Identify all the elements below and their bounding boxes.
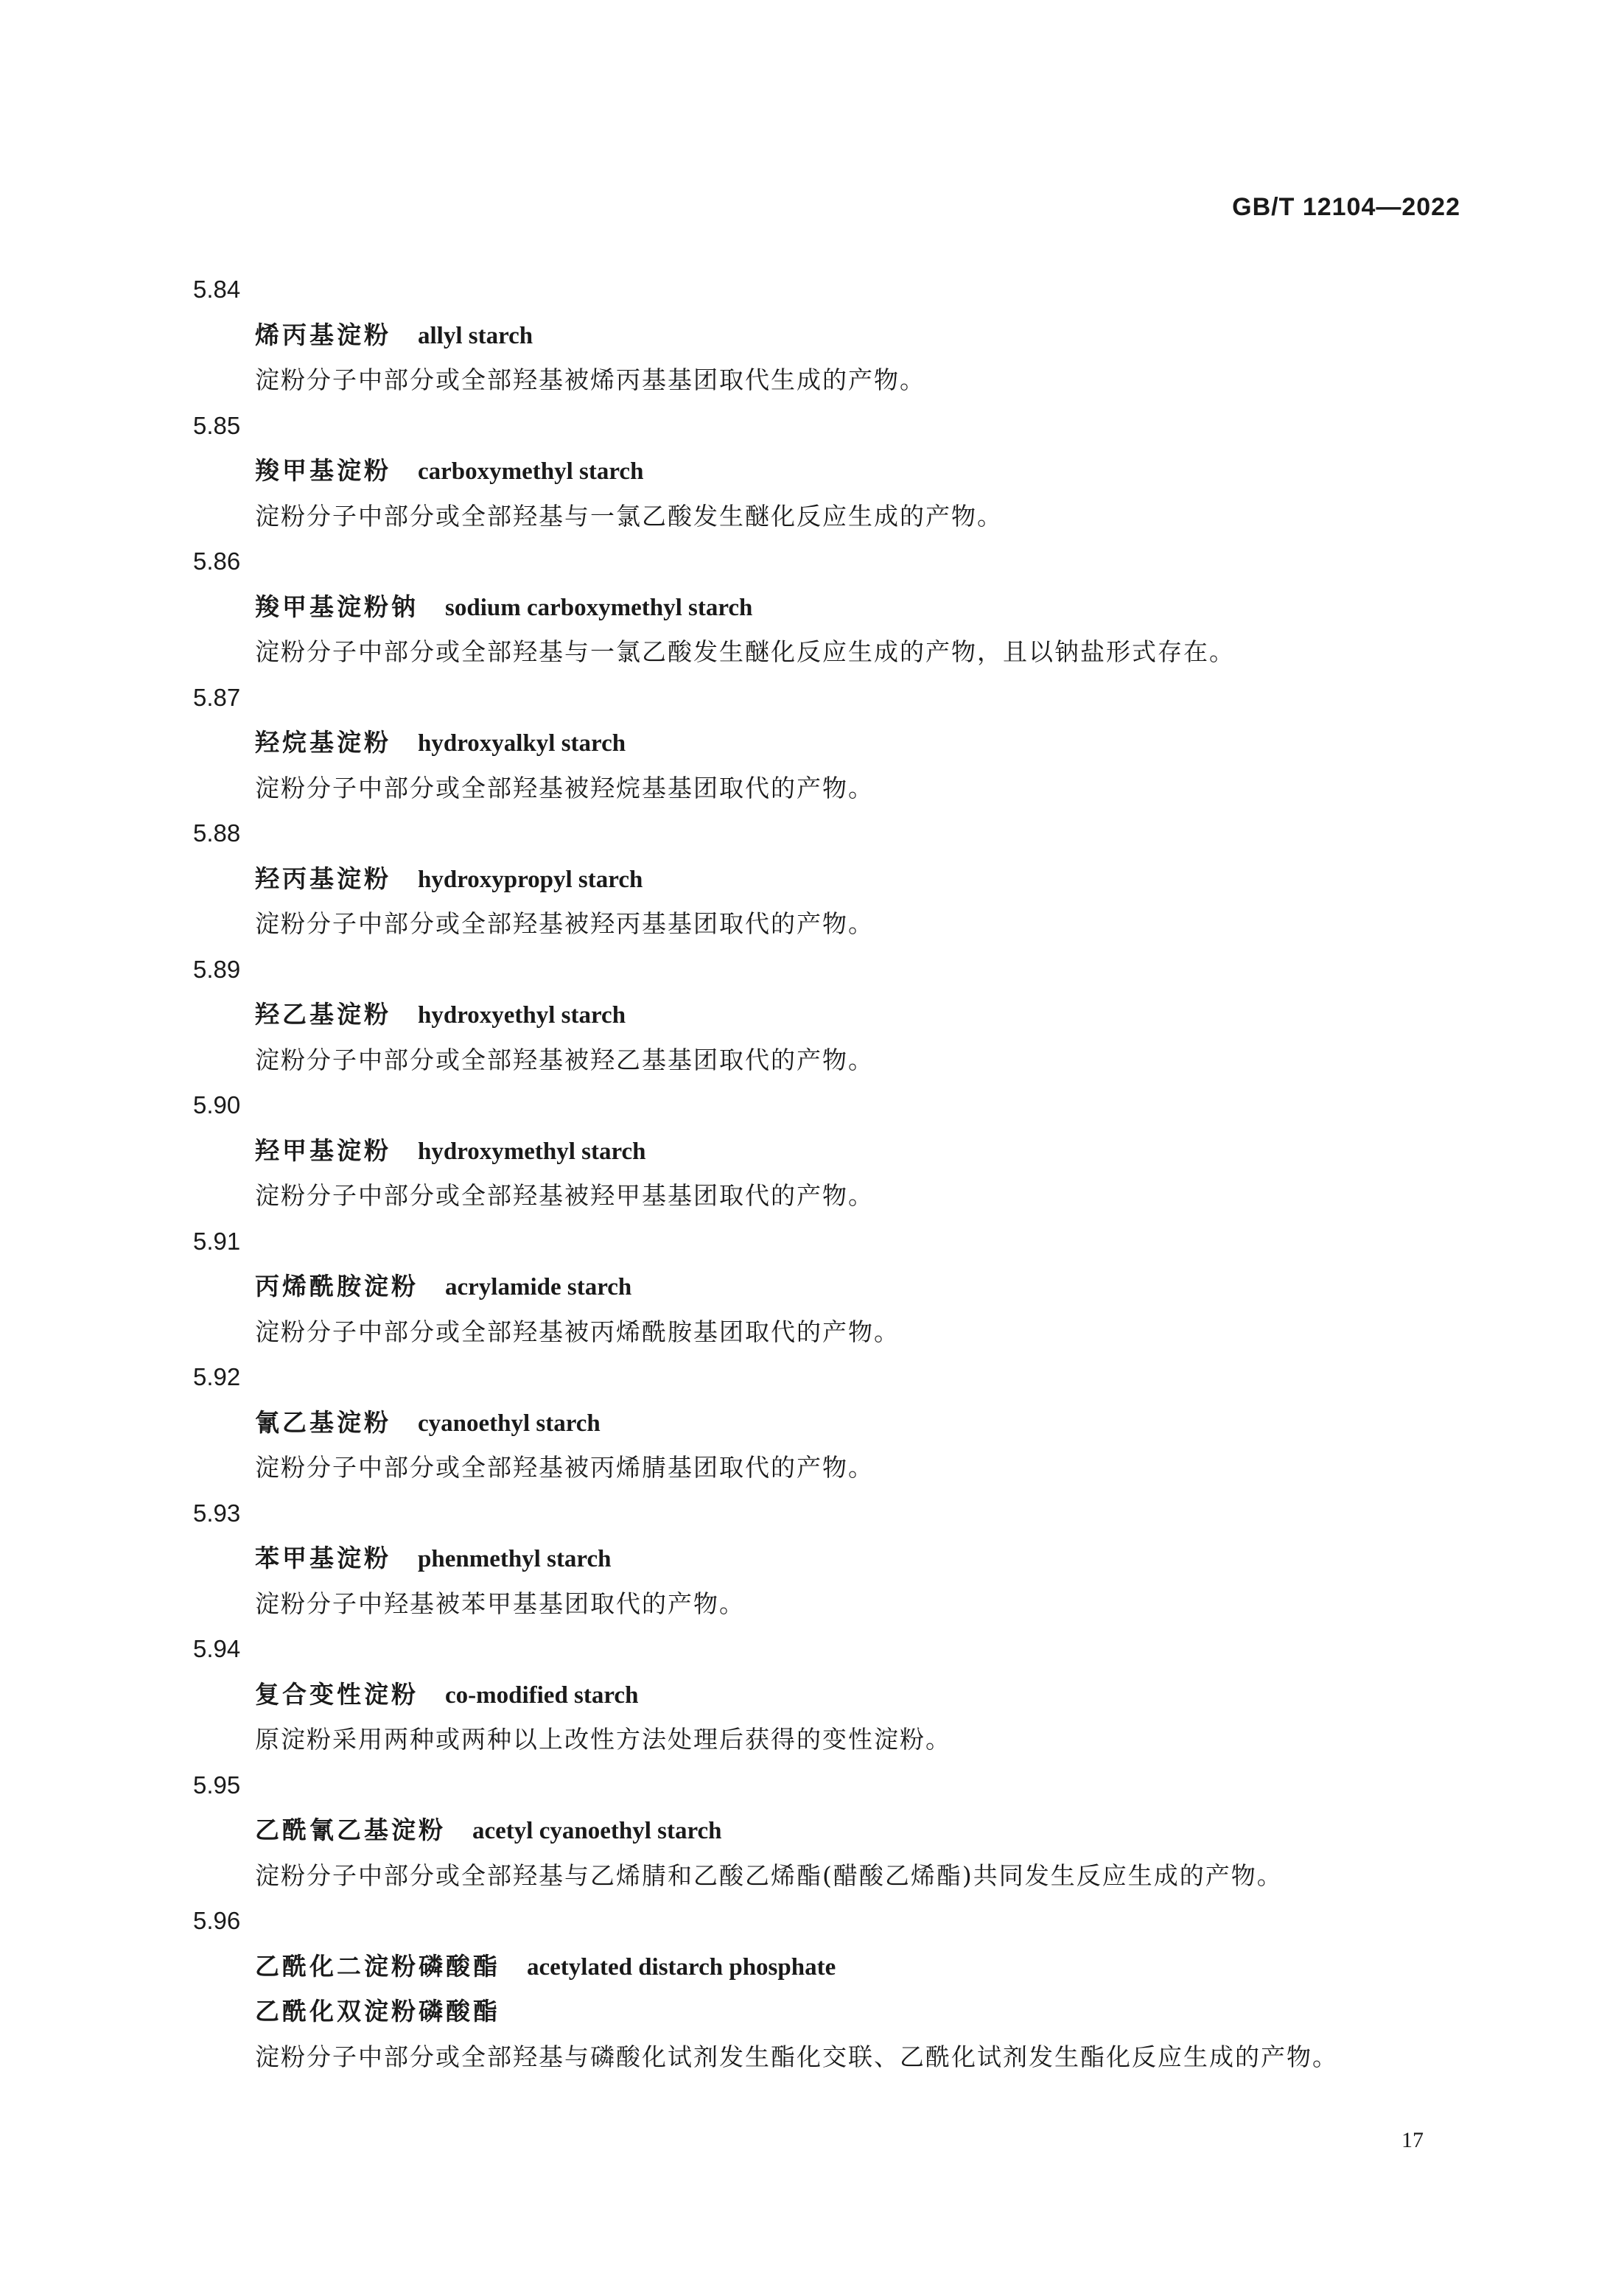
term-entry-5-93 (0, 1491, 1624, 1627)
entry-term (0, 1672, 1624, 1718)
entry-number: 5.94 (193, 1635, 241, 1662)
entry-number: 5.92 (193, 1363, 241, 1390)
term-english: hydroxyethyl starch (418, 1002, 626, 1029)
term-entry-5-86 (0, 539, 1624, 675)
entry-term (0, 1807, 1624, 1853)
entry-term (0, 1264, 1624, 1309)
term-chinese: 丙烯酰胺淀粉 (255, 1272, 419, 1300)
entry-number: 5.96 (193, 1907, 241, 1934)
entry-term (0, 1536, 1624, 1581)
term-entry-5-84 (0, 267, 1624, 403)
entry-number: 5.90 (193, 1091, 241, 1119)
term-english: acetylated distarch phosphate (527, 1953, 836, 1981)
term-english: hydroxyalkyl starch (418, 730, 626, 757)
entry-term (0, 1128, 1624, 1174)
term-entry-5-96 (0, 1898, 1624, 2079)
term-english: sodium carboxymethyl starch (445, 594, 753, 621)
term-entry-5-95 (0, 1762, 1624, 1899)
term-entry-5-89 (0, 947, 1624, 1083)
term-english: hydroxypropyl starch (418, 866, 643, 893)
term-entry-5-87 (0, 675, 1624, 811)
entry-definition: 淀粉分子中部分或全部羟基被羟甲基基团取代的产物。 (255, 1181, 874, 1210)
term-entries (0, 267, 1624, 2079)
term-english: carboxymethyl starch (418, 458, 644, 485)
term-chinese: 氰乙基淀粉 (255, 1407, 391, 1437)
entry-definition: 淀粉分子中部分或全部羟基与乙烯腈和乙酸乙烯酯(醋酸乙烯酯)共同发生反应生成的产物。 (255, 1860, 1283, 1890)
term-chinese: 复合变性淀粉 (255, 1679, 419, 1709)
entry-term (0, 720, 1624, 766)
term-chinese: 羟烷基淀粉 (255, 728, 391, 757)
term-chinese: 羧甲基淀粉 (255, 456, 391, 485)
entry-definition: 淀粉分子中部分或全部羟基被羟丙基基团取代的产物。 (255, 909, 874, 938)
term-entry-5-92 (0, 1354, 1624, 1491)
term-entry-5-91 (0, 1219, 1624, 1355)
term-english: phenmethyl starch (418, 1546, 612, 1572)
entry-definition: 淀粉分子中部分或全部羟基与一氯乙酸发生醚化反应生成的产物，且以钠盐形式存在。 (255, 637, 1235, 666)
term-entry-5-90 (0, 1082, 1624, 1219)
term-entry-5-85 (0, 403, 1624, 539)
term-english: allyl starch (418, 322, 533, 349)
entry-number: 5.91 (193, 1227, 241, 1255)
term-chinese: 羟乙基淀粉 (255, 1000, 391, 1029)
term-english: hydroxymethyl starch (418, 1138, 646, 1165)
entry-number: 5.85 (193, 411, 241, 439)
term-entry-5-94 (0, 1626, 1624, 1762)
entry-number: 5.84 (193, 276, 241, 303)
entry-term (0, 312, 1624, 358)
term-chinese: 烯丙基淀粉 (255, 320, 391, 349)
entry-definition: 淀粉分子中部分或全部羟基被丙烯酰胺基团取代的产物。 (255, 1317, 900, 1346)
entry-term (0, 1944, 1624, 1989)
entry-term (0, 992, 1624, 1037)
entry-definition: 淀粉分子中部分或全部羟基被烯丙基基团取代生成的产物。 (255, 365, 925, 394)
entry-term (0, 584, 1624, 630)
term-english: acetyl cyanoethyl starch (472, 1818, 722, 1844)
term-english: cyanoethyl starch (418, 1410, 601, 1437)
page-number: 17 (1401, 2128, 1424, 2152)
term-chinese: 苯甲基淀粉 (255, 1544, 391, 1572)
entry-number: 5.88 (193, 819, 241, 847)
term-chinese: 羟甲基淀粉 (255, 1135, 391, 1165)
term-english: acrylamide starch (445, 1274, 632, 1300)
standard-code: GB/T 12104—2022 (1232, 193, 1460, 221)
entry-number: 5.95 (193, 1771, 241, 1799)
entry-number: 5.93 (193, 1499, 241, 1527)
entry-number: 5.86 (193, 547, 241, 575)
entry-definition: 淀粉分子中部分或全部羟基被丙烯腈基团取代的产物。 (255, 1453, 874, 1482)
entry-definition: 原淀粉采用两种或两种以上改性方法处理后获得的变性淀粉。 (255, 1725, 951, 1754)
term-alternative-chinese: 乙酰化双淀粉磷酸酯 (255, 1997, 500, 2026)
entry-definition: 淀粉分子中部分或全部羟基被羟乙基基团取代的产物。 (255, 1045, 874, 1074)
term-chinese: 羧甲基淀粉钠 (255, 592, 419, 621)
entry-term (0, 856, 1624, 902)
term-chinese: 羟丙基淀粉 (255, 864, 391, 893)
entry-term (0, 1400, 1624, 1446)
term-chinese: 乙酰氰乙基淀粉 (255, 1816, 446, 1844)
entry-number: 5.89 (193, 955, 241, 983)
term-entry-5-88 (0, 811, 1624, 947)
entry-definition: 淀粉分子中部分或全部羟基与一氯乙酸发生醚化反应生成的产物。 (255, 501, 1003, 531)
term-chinese: 乙酰化二淀粉磷酸酯 (255, 1951, 500, 1981)
entry-term (0, 448, 1624, 494)
entry-definition: 淀粉分子中羟基被苯甲基基团取代的产物。 (255, 1589, 745, 1618)
entry-definition: 淀粉分子中部分或全部羟基被羟烷基基团取代的产物。 (255, 773, 874, 802)
entry-number: 5.87 (193, 683, 241, 711)
entry-definition: 淀粉分子中部分或全部羟基与磷酸化试剂发生酯化交联、乙酰化试剂发生酯化反应生成的产物。 (255, 2042, 1338, 2071)
term-english: co-modified starch (445, 1681, 639, 1709)
